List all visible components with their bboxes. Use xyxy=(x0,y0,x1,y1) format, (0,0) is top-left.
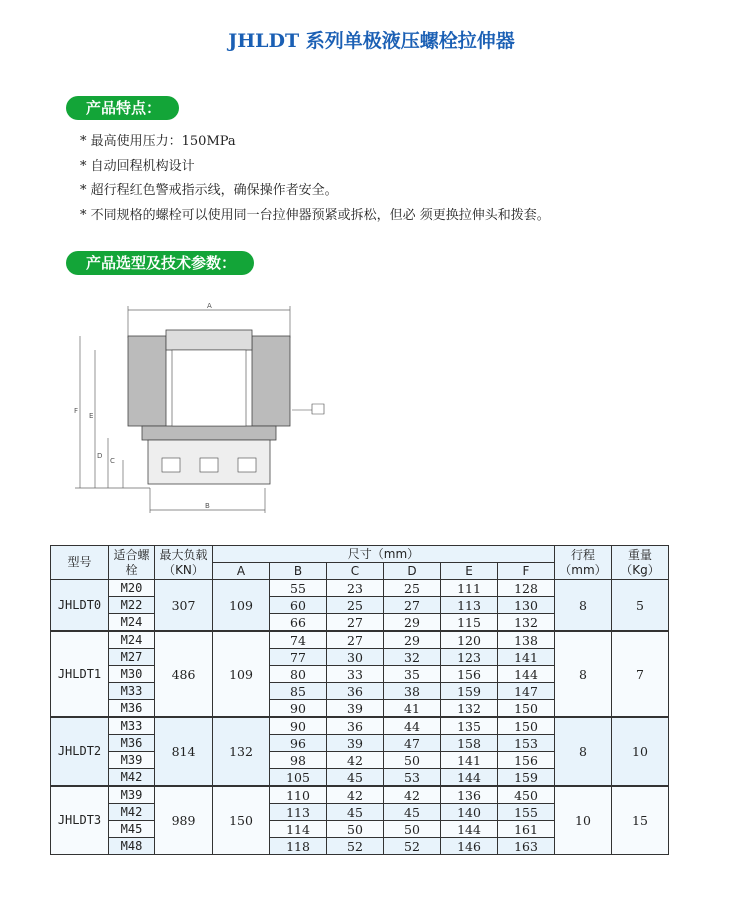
c-cell: 39 xyxy=(327,735,384,752)
a-cell: 150 xyxy=(213,786,270,855)
c-cell: 39 xyxy=(327,700,384,718)
c-cell: 23 xyxy=(327,580,384,597)
e-cell: 113 xyxy=(441,597,498,614)
e-cell: 158 xyxy=(441,735,498,752)
d-cell: 27 xyxy=(384,597,441,614)
e-cell: 156 xyxy=(441,666,498,683)
load-cell: 307 xyxy=(155,580,213,632)
b-cell: 66 xyxy=(270,614,327,632)
features-list xyxy=(80,130,550,228)
d-cell: 47 xyxy=(384,735,441,752)
model-cell: JHLDT2 xyxy=(51,717,109,786)
col-load: 最大负载（KN） xyxy=(155,546,213,580)
f-cell: 132 xyxy=(498,614,555,632)
table-row xyxy=(51,717,669,735)
b-cell: 105 xyxy=(270,769,327,787)
table-row xyxy=(51,580,669,597)
col-a: A xyxy=(213,563,270,580)
d-cell: 50 xyxy=(384,821,441,838)
feature-item: * 超行程红色警戒指示线，确保操作者安全。 xyxy=(80,183,338,198)
stroke-cell: 8 xyxy=(555,580,612,632)
f-cell: 130 xyxy=(498,597,555,614)
col-dims: 尺寸（mm） xyxy=(213,546,555,563)
bolt-cell: M48 xyxy=(109,838,155,855)
f-cell: 161 xyxy=(498,821,555,838)
f-cell: 144 xyxy=(498,666,555,683)
d-cell: 35 xyxy=(384,666,441,683)
e-cell: 141 xyxy=(441,752,498,769)
bolt-cell: M42 xyxy=(109,769,155,787)
b-cell: 85 xyxy=(270,683,327,700)
bolt-cell: M20 xyxy=(109,580,155,597)
b-cell: 90 xyxy=(270,700,327,718)
weight-cell: 5 xyxy=(612,580,669,632)
e-cell: 135 xyxy=(441,717,498,735)
col-e: E xyxy=(441,563,498,580)
dim-label-a: A xyxy=(207,302,212,310)
f-cell: 147 xyxy=(498,683,555,700)
a-cell: 109 xyxy=(213,631,270,717)
load-cell: 989 xyxy=(155,786,213,855)
col-d: D xyxy=(384,563,441,580)
e-cell: 132 xyxy=(441,700,498,718)
load-cell: 486 xyxy=(155,631,213,717)
d-cell: 42 xyxy=(384,786,441,804)
bolt-cell: M24 xyxy=(109,614,155,632)
dim-label-b: B xyxy=(205,502,210,510)
col-f: F xyxy=(498,563,555,580)
col-stroke: 行程（mm） xyxy=(555,546,612,580)
e-cell: 144 xyxy=(441,821,498,838)
f-cell: 163 xyxy=(498,838,555,855)
b-cell: 114 xyxy=(270,821,327,838)
b-cell: 55 xyxy=(270,580,327,597)
f-cell: 141 xyxy=(498,649,555,666)
f-cell: 128 xyxy=(498,580,555,597)
e-cell: 144 xyxy=(441,769,498,787)
c-cell: 33 xyxy=(327,666,384,683)
c-cell: 42 xyxy=(327,752,384,769)
f-cell: 153 xyxy=(498,735,555,752)
model-cell: JHLDT3 xyxy=(51,786,109,855)
d-cell: 32 xyxy=(384,649,441,666)
bolt-cell: M33 xyxy=(109,683,155,700)
b-cell: 77 xyxy=(270,649,327,666)
dim-label-e: E xyxy=(89,412,94,420)
b-cell: 113 xyxy=(270,804,327,821)
d-cell: 29 xyxy=(384,631,441,649)
c-cell: 36 xyxy=(327,717,384,735)
f-cell: 150 xyxy=(498,700,555,718)
b-cell: 110 xyxy=(270,786,327,804)
weight-cell: 15 xyxy=(612,786,669,855)
weight-cell: 7 xyxy=(612,631,669,717)
bolt-cell: M27 xyxy=(109,649,155,666)
bolt-cell: M24 xyxy=(109,631,155,649)
bolt-cell: M39 xyxy=(109,752,155,769)
f-cell: 138 xyxy=(498,631,555,649)
c-cell: 45 xyxy=(327,769,384,787)
table-row xyxy=(51,631,669,649)
model-cell: JHLDT1 xyxy=(51,631,109,717)
bolt-cell: M36 xyxy=(109,735,155,752)
d-cell: 53 xyxy=(384,769,441,787)
bolt-cell: M39 xyxy=(109,786,155,804)
b-cell: 80 xyxy=(270,666,327,683)
e-cell: 159 xyxy=(441,683,498,700)
d-cell: 50 xyxy=(384,752,441,769)
c-cell: 45 xyxy=(327,804,384,821)
d-cell: 44 xyxy=(384,717,441,735)
b-cell: 60 xyxy=(270,597,327,614)
stroke-cell: 8 xyxy=(555,717,612,786)
b-cell: 98 xyxy=(270,752,327,769)
e-cell: 146 xyxy=(441,838,498,855)
model-cell: JHLDT0 xyxy=(51,580,109,632)
feature-item: * 自动回程机构设计 xyxy=(80,158,195,174)
b-cell: 74 xyxy=(270,631,327,649)
d-cell: 29 xyxy=(384,614,441,632)
a-cell: 109 xyxy=(213,580,270,632)
e-cell: 123 xyxy=(441,649,498,666)
c-cell: 50 xyxy=(327,821,384,838)
dim-label-c: C xyxy=(110,457,115,465)
b-cell: 90 xyxy=(270,717,327,735)
col-weight: 重量（Kg） xyxy=(612,546,669,580)
weight-cell: 10 xyxy=(612,717,669,786)
e-cell: 140 xyxy=(441,804,498,821)
bolt-cell: M42 xyxy=(109,804,155,821)
d-cell: 25 xyxy=(384,580,441,597)
f-cell: 450 xyxy=(498,786,555,804)
e-cell: 120 xyxy=(441,631,498,649)
c-cell: 27 xyxy=(327,614,384,632)
dim-label-f: F xyxy=(74,407,79,415)
c-cell: 30 xyxy=(327,649,384,666)
bolt-cell: M30 xyxy=(109,666,155,683)
b-cell: 118 xyxy=(270,838,327,855)
tensioner-cross-section-diagram xyxy=(60,298,330,518)
dim-label-d: D xyxy=(97,452,103,460)
spec-heading: 产品选型及技术参数： xyxy=(66,251,254,275)
bolt-cell: M22 xyxy=(109,597,155,614)
f-cell: 155 xyxy=(498,804,555,821)
col-model: 型号 xyxy=(51,546,109,580)
c-cell: 27 xyxy=(327,631,384,649)
bolt-cell: M45 xyxy=(109,821,155,838)
d-cell: 52 xyxy=(384,838,441,855)
col-b: B xyxy=(270,563,327,580)
e-cell: 111 xyxy=(441,580,498,597)
spec-table xyxy=(50,545,669,855)
f-cell: 159 xyxy=(498,769,555,787)
stroke-cell: 10 xyxy=(555,786,612,855)
feature-item: * 不同规格的螺栓可以使用同一台拉伸器预紧或拆松，但必 须更换拉伸头和拨套。 xyxy=(80,207,550,223)
c-cell: 52 xyxy=(327,838,384,855)
stroke-cell: 8 xyxy=(555,631,612,717)
d-cell: 38 xyxy=(384,683,441,700)
c-cell: 36 xyxy=(327,683,384,700)
load-cell: 814 xyxy=(155,717,213,786)
bolt-cell: M36 xyxy=(109,700,155,718)
d-cell: 45 xyxy=(384,804,441,821)
feature-item: * 最高使用压力：150MPa xyxy=(80,134,236,149)
col-c: C xyxy=(327,563,384,580)
b-cell: 96 xyxy=(270,735,327,752)
a-cell: 132 xyxy=(213,717,270,786)
e-cell: 136 xyxy=(441,786,498,804)
d-cell: 41 xyxy=(384,700,441,718)
page-title: JHLDT 系列单极液压螺栓拉伸器 xyxy=(228,30,515,52)
col-bolt: 适合螺栓 xyxy=(109,546,155,580)
e-cell: 115 xyxy=(441,614,498,632)
f-cell: 156 xyxy=(498,752,555,769)
table-row xyxy=(51,786,669,804)
bolt-cell: M33 xyxy=(109,717,155,735)
features-heading: 产品特点： xyxy=(66,96,179,120)
f-cell: 150 xyxy=(498,717,555,735)
c-cell: 25 xyxy=(327,597,384,614)
c-cell: 42 xyxy=(327,786,384,804)
